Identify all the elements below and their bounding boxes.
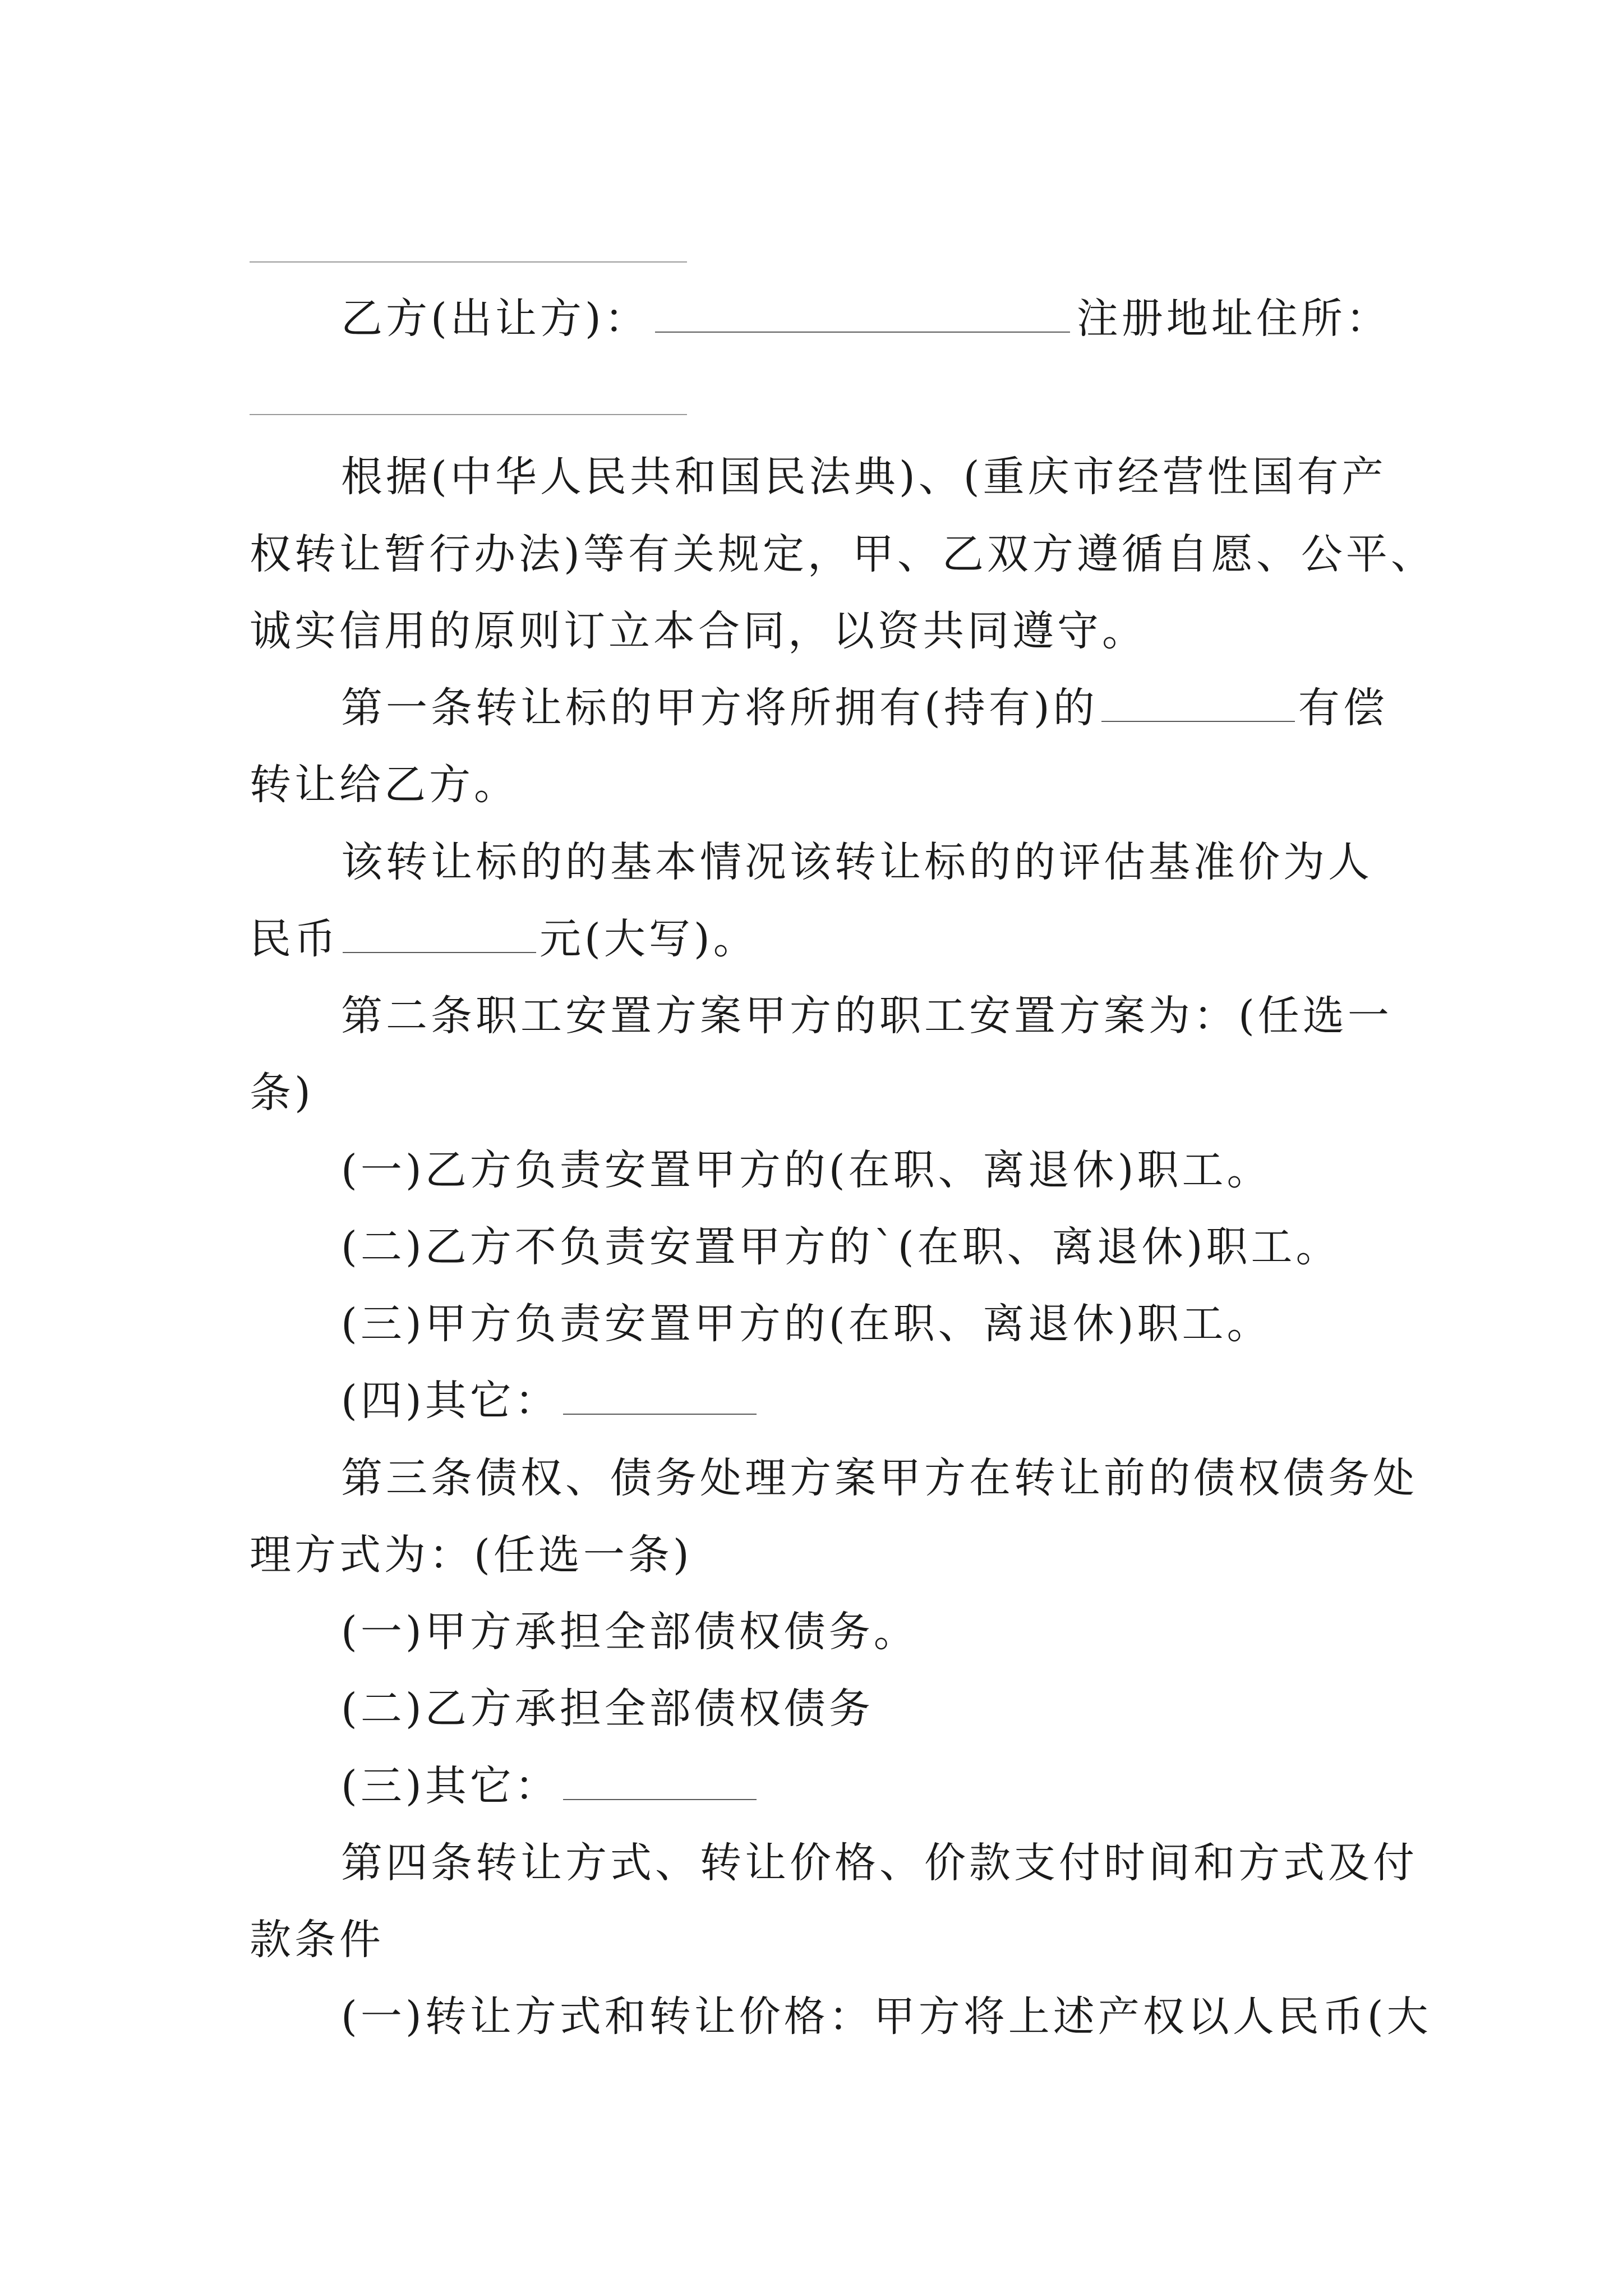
article-3-line-2: 理方式为：(任选一条) [250, 1531, 693, 1579]
registered-address-label: 注册地址住所： [1076, 295, 1391, 343]
preamble-line-2: 权转让暂行办法)等有关规定，甲、乙双方遵循自愿、公平、 [250, 530, 1436, 578]
article-1-basic-text-b: 元(大写)。 [540, 915, 758, 963]
article-3-option-2: (二)乙方承担全部债权债务 [341, 1685, 874, 1733]
article-2-other-blank [563, 1375, 757, 1415]
preamble-line-1: 根据(中华人民共和国民法典)、(重庆市经营性国有产 [341, 453, 1387, 501]
article-2-option-4-label: (四)其它： [341, 1377, 560, 1425]
article-3-line-1: 第三条债权、债务处理方案甲方在转让前的债权债务处 [341, 1454, 1418, 1502]
article-4-option-1: (一)转让方式和转让价格：甲方将上述产权以人民币(大 [341, 1993, 1432, 2041]
article-2-option-4 [341, 1373, 1485, 1429]
article-2-line-2: 条) [250, 1069, 314, 1117]
article-2-option-1: (一)乙方负责安置甲方的(在职、离退休)职工。 [341, 1146, 1272, 1194]
article-1-line-2: 转让给乙方。 [250, 761, 519, 809]
party-b-blank [655, 293, 1070, 333]
article-3-option-3-label: (三)其它： [341, 1762, 560, 1810]
article-1-text-a: 第一条转让标的甲方将所拥有(持有)的 [341, 684, 1098, 732]
article-3-option-3 [341, 1758, 1485, 1814]
article-3-other-blank [563, 1761, 757, 1800]
party-b-line [341, 291, 1485, 347]
address-blank-rule [250, 414, 687, 415]
article-1-basic-line-2 [250, 911, 1394, 967]
article-1-price-blank [343, 914, 536, 953]
article-2-option-3: (三)甲方负责安置甲方的(在职、离退休)职工。 [341, 1300, 1272, 1348]
preamble-line-3: 诚实信用的原则订立本合同，以资共同遵守。 [250, 607, 1147, 655]
article-1-blank [1101, 683, 1295, 722]
article-3-option-1: (一)甲方承担全部债权债务。 [341, 1608, 919, 1656]
top-blank-rule [250, 261, 687, 263]
party-b-label: 乙方(出让方)： [341, 295, 649, 343]
article-2-option-2: (二)乙方不负责安置甲方的`(在职、离退休)职工。 [341, 1223, 1341, 1271]
article-1-text-b: 有偿 [1298, 684, 1388, 732]
article-4-line-2: 款条件 [250, 1916, 384, 1964]
article-1-line-1 [341, 680, 1485, 736]
article-1-basic-line-1: 该转让标的的基本情况该转让标的的评估基准价为人 [341, 838, 1373, 886]
article-1-basic-text-a: 民币 [250, 915, 339, 963]
article-4-line-1: 第四条转让方式、转让价格、价款支付时间和方式及付 [341, 1839, 1418, 1887]
article-2-line-1: 第二条职工安置方案甲方的职工安置方案为：(任选一 [341, 992, 1393, 1040]
